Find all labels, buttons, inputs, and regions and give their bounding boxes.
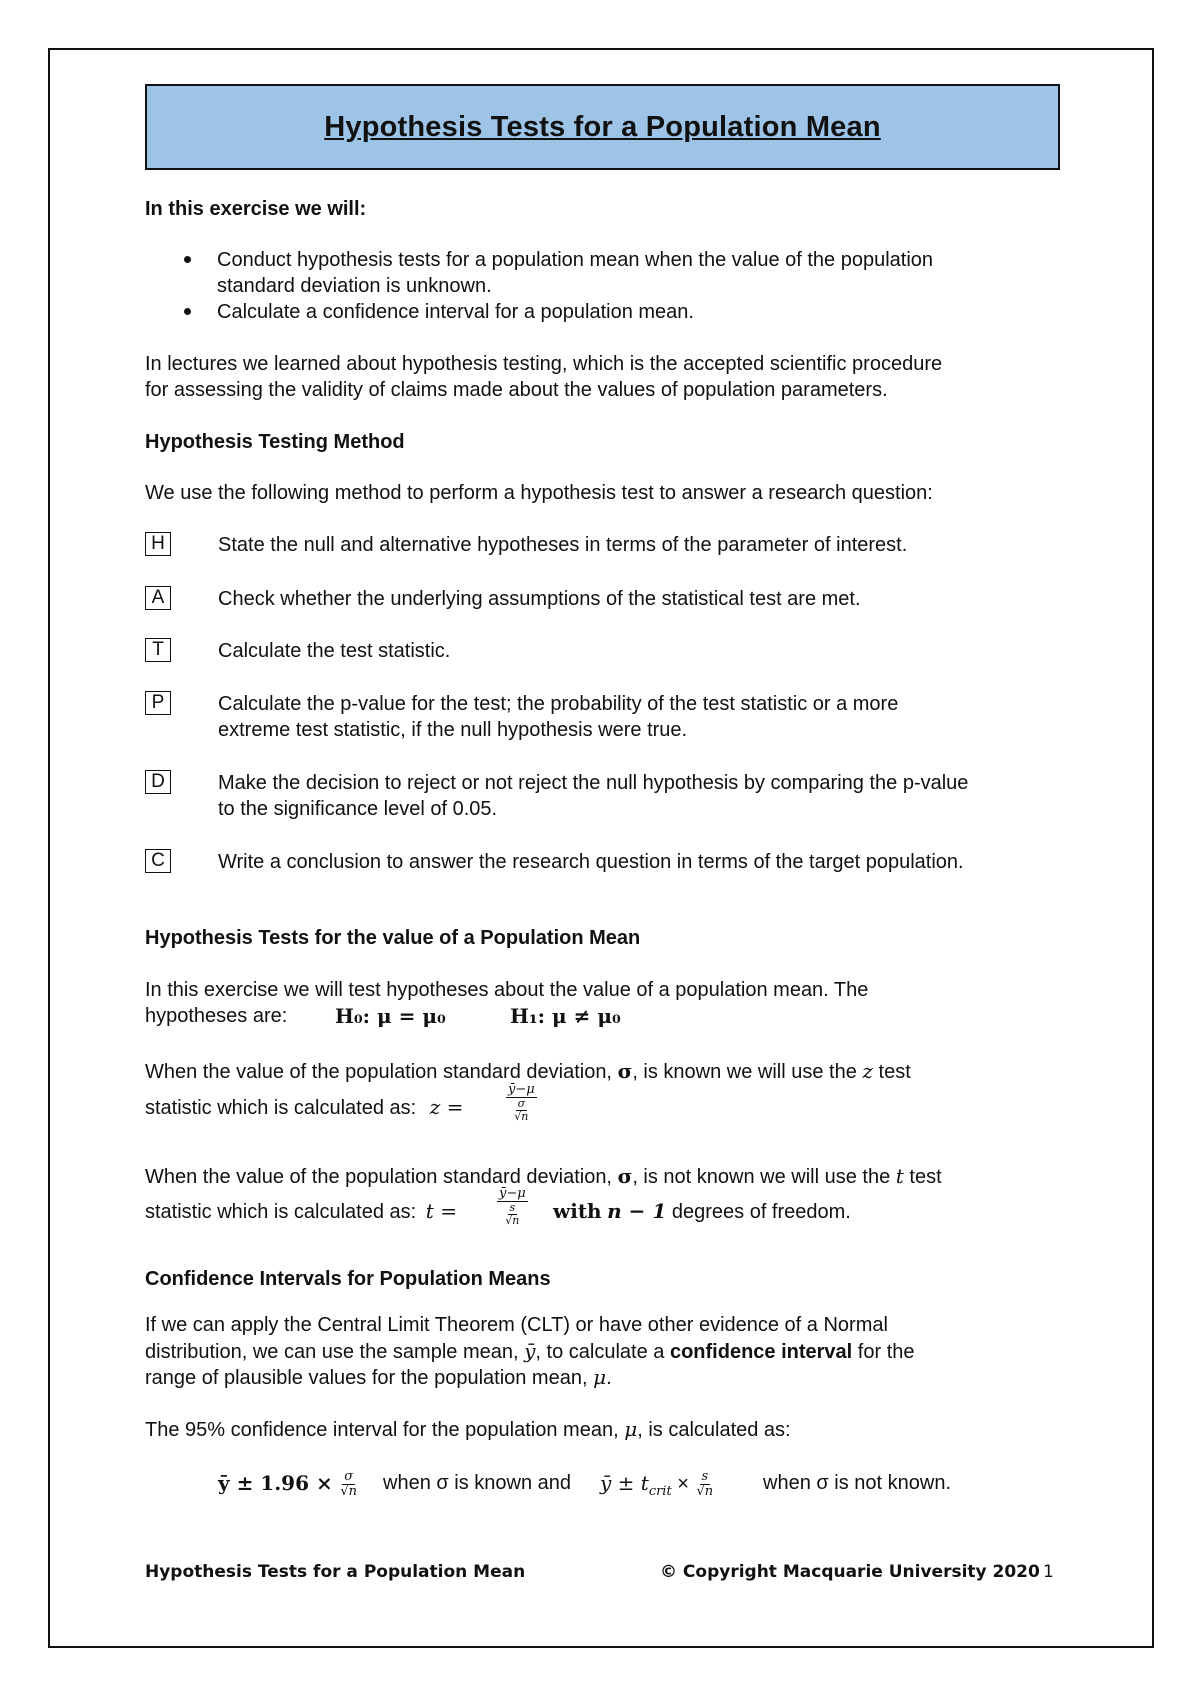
step-text: to the significance level of 0.05. [218,798,498,820]
t-para-line-2: statistic which is calculated as: t = [145,1199,457,1223]
method-intro: We use the following method to perform a hypothesis test to answer a research question: [145,482,933,504]
step-letter-box: A [145,586,171,610]
bullet-2: Calculate a confidence interval for a population mean. [217,301,694,323]
ci-para-line-3: range of plausible values for the population mean, μ. [145,1365,612,1389]
step-text: extreme test statistic, if the null hypothesis were true. [218,719,688,741]
step-text: State the null and alternative hypotheses in terms of the parameter of interest. [218,534,908,556]
ci-heading: Confidence Intervals for Population Means [145,1268,551,1290]
step-text: Check whether the underlying assumptions of the statistical test are met. [218,588,861,610]
ci-formula-known: ȳ ± 1.96 × $\frac{\sigma}{√n}$ [218,1469,357,1500]
ci-para-line-2: distribution, we can use the sample mean, ȳ, to calculate a confidence interval for the [145,1339,915,1363]
step-letter-box: H [145,532,171,556]
step-letter-box: D [145,770,171,794]
tests-para-line-1: In this exercise we will test hypotheses about the value of a population mean. The [145,979,869,1001]
step-letter-box: P [145,691,171,715]
page-title: Hypothesis Tests for a Population Mean [324,110,881,143]
ci-known-text: when σ is known and [383,1472,572,1494]
t-degrees-of-freedom: with n − 1 degrees of freedom. [553,1199,851,1223]
method-heading: Hypothesis Testing Method [145,431,405,453]
step-letter-box: C [145,849,171,873]
null-hypothesis: H₀: μ = μ₀ [335,1004,446,1028]
ci-95-line: The 95% confidence interval for the population mean, μ, is calculated as: [145,1417,791,1441]
ci-para-line-1: If we can apply the Central Limit Theorem (CLT) or have other evidence of a Normal [145,1314,888,1336]
page-number: 1 [1043,1562,1054,1582]
bullet-dot [184,256,191,263]
intro-para-line-2: for assessing the validity of claims made about the values of population parameters. [145,379,888,401]
footer-copyright: © Copyright Macquarie University 2020 [660,1562,1040,1582]
title-box [145,84,1060,170]
bullet-dot [184,308,191,315]
footer-title: Hypothesis Tests for a Population Mean [145,1562,526,1582]
tests-para-line-2: hypotheses are: [145,1005,288,1027]
tests-heading: Hypothesis Tests for the value of a Population Mean [145,927,641,949]
step-text: Write a conclusion to answer the research question in terms of the target population. [218,851,964,873]
step-text: Calculate the test statistic. [218,640,451,662]
t-formula-fraction: $\frac{ȳ-\mu}{\frac{s}{√n}}$ [499,1186,526,1227]
step-text: Calculate the p-value for the test; the probability of the test statistic or a more [218,693,899,715]
page-frame [48,48,1154,1648]
t-para-line-1: When the value of the population standard deviation, σ, is not known we will use the t test [145,1164,942,1188]
intro-heading: In this exercise we will: [145,198,367,220]
ci-unknown-text: when σ is not known. [763,1472,951,1494]
bullet-1-line-2: standard deviation is unknown. [217,275,492,297]
z-formula-fraction: $\frac{ȳ-\mu}{\frac{\sigma}{√n}}$ [508,1082,535,1123]
step-letter-box: T [145,638,171,662]
sigma-symbol: σ [617,1059,633,1083]
step-text: Make the decision to reject or not reject the null hypothesis by comparing the p-value [218,772,969,794]
z-para-line-1: When the value of the population standard deviation, σ, is known we will use the z test [145,1059,911,1083]
bullet-1-line-1: Conduct hypothesis tests for a population mean when the value of the population [217,249,934,271]
intro-para-line-1: In lectures we learned about hypothesis testing, which is the accepted scientific procedure [145,353,943,375]
alt-hypothesis: H₁: μ ≠ μ₀ [510,1004,621,1028]
z-para-line-2: statistic which is calculated as: z = [145,1095,464,1119]
ci-formula-unknown: ȳ ± $t_{crit}$ × $\frac{s}{√n}$ [600,1469,714,1500]
